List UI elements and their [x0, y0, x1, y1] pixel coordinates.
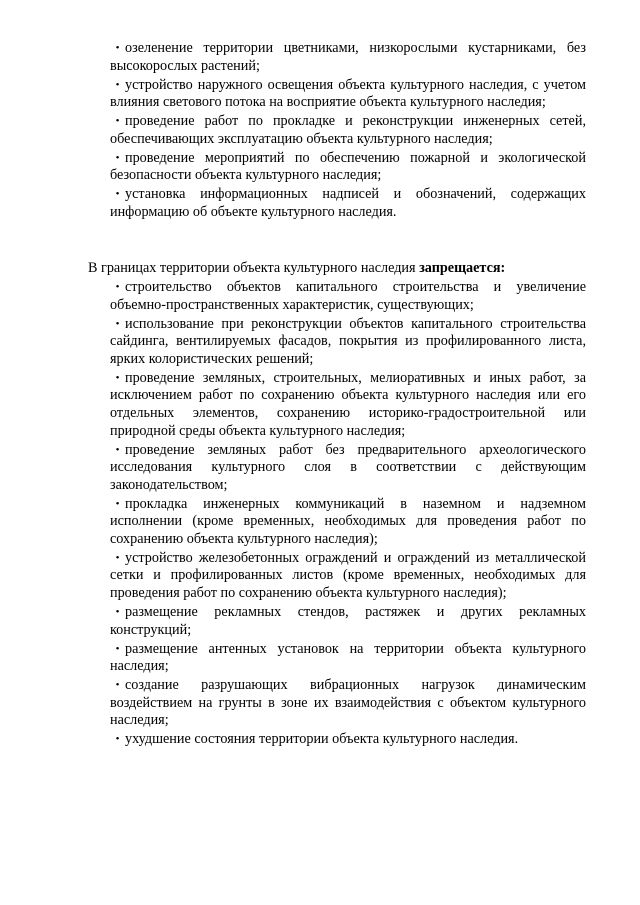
- list-item: [110, 77, 586, 112]
- bullet-icon: •: [115, 317, 120, 330]
- list-item-text: прокладка инженерных коммуникаций в наземном и надземном исполнении (кроме временных, необходимых для проведения работ по сохранению объекта культурного наследия);: [110, 495, 586, 547]
- list-item-text: проведение мероприятий по обеспечению пожарной и экологической безопасности объекта культурного наследия;: [110, 149, 586, 184]
- list-item: [110, 40, 586, 75]
- list-item: [110, 186, 586, 221]
- list-item: [110, 279, 586, 314]
- list-item: [110, 641, 586, 676]
- bullet-icon: •: [115, 42, 120, 54]
- list-item-text: проведение земляных, строительных, мелиоративных и иных работ, за исключением работ по сохранению объекта культурного наследия или его отдельных элементов, сохранению историко-градостроительной или природной среды объекта культурного наследия;: [110, 369, 586, 439]
- list-item-text: ухудшение состояния территории объекта культурного наследия.: [125, 731, 519, 748]
- list-item-text: устройство наружного освещения объекта культурного наследия, с учетом влияния светового потока на восприятие объекта культурного наследия;: [110, 76, 586, 111]
- list-item: [110, 113, 586, 148]
- intro-bold-text: запрещается:: [419, 260, 506, 276]
- bullet-icon: •: [115, 281, 120, 293]
- list-item: [110, 677, 586, 730]
- bullet-icon: •: [115, 642, 120, 655]
- bullet-icon: •: [115, 679, 120, 692]
- list-item: [110, 442, 586, 495]
- list-item: [110, 496, 586, 549]
- bullet-icon: •: [115, 188, 120, 201]
- bullet-icon: •: [115, 497, 120, 510]
- list-item-text: установка информационных надписей и обозначений, содержащих информацию об объекте культурного наследия.: [110, 186, 586, 220]
- list-item: [110, 150, 586, 185]
- list-item-text: размещение антенных установок на территории объекта культурного наследия;: [110, 640, 586, 675]
- bullet-icon: •: [115, 115, 120, 128]
- list-item: [110, 604, 586, 639]
- list-item-text: проведение земляных работ без предварительного археологического исследования культурного слоя в соответствии с действующим законодательством;: [110, 441, 586, 493]
- prohibited-works-list: [110, 279, 586, 750]
- bullet-icon: •: [115, 551, 120, 564]
- intro-text: В границах территории объекта культурного наследия: [88, 260, 416, 276]
- list-item-text: устройство железобетонных ограждений и ограждений из металлической сетки и профилированных листов (кроме временных, необходимых для проведения работ по сохранению объекта культурного наследия);: [110, 549, 586, 602]
- bullet-icon: •: [115, 151, 120, 164]
- list-item: [110, 316, 586, 369]
- list-item-text: размещение рекламных стендов, растяжек и других рекламных конструкций;: [110, 604, 586, 638]
- bullet-icon: •: [115, 78, 120, 91]
- bullet-icon: •: [115, 371, 120, 384]
- list-item-text: создание разрушающих вибрационных нагрузок динамическим воздействием на грунты в зоне их взаимодействия с объектом культурного наследия;: [110, 677, 586, 729]
- list-item: [110, 550, 586, 603]
- prohibition-intro: [88, 260, 588, 278]
- list-item: [110, 731, 586, 749]
- bullet-icon: •: [115, 733, 120, 746]
- list-item-text: строительство объектов капитального строительства и увеличение объемно-пространственных характеристик, существующих;: [110, 279, 586, 313]
- list-item-text: использование при реконструкции объектов капитального строительства сайдинга, вентилируемых фасадов, покрытия из профилированного листа, ярких колористических решений;: [110, 315, 586, 367]
- bullet-icon: •: [115, 443, 120, 456]
- bullet-icon: •: [115, 606, 120, 619]
- list-item-text: проведение работ по прокладке и реконструкции инженерных сетей, обеспечивающих эксплуатацию объекта культурного наследия;: [110, 113, 586, 147]
- list-item-text: озеленение территории цветниками, низкорослыми кустарниками, без высокорослых растений;: [110, 40, 586, 74]
- allowed-works-list: [110, 40, 586, 223]
- list-item: [110, 370, 586, 440]
